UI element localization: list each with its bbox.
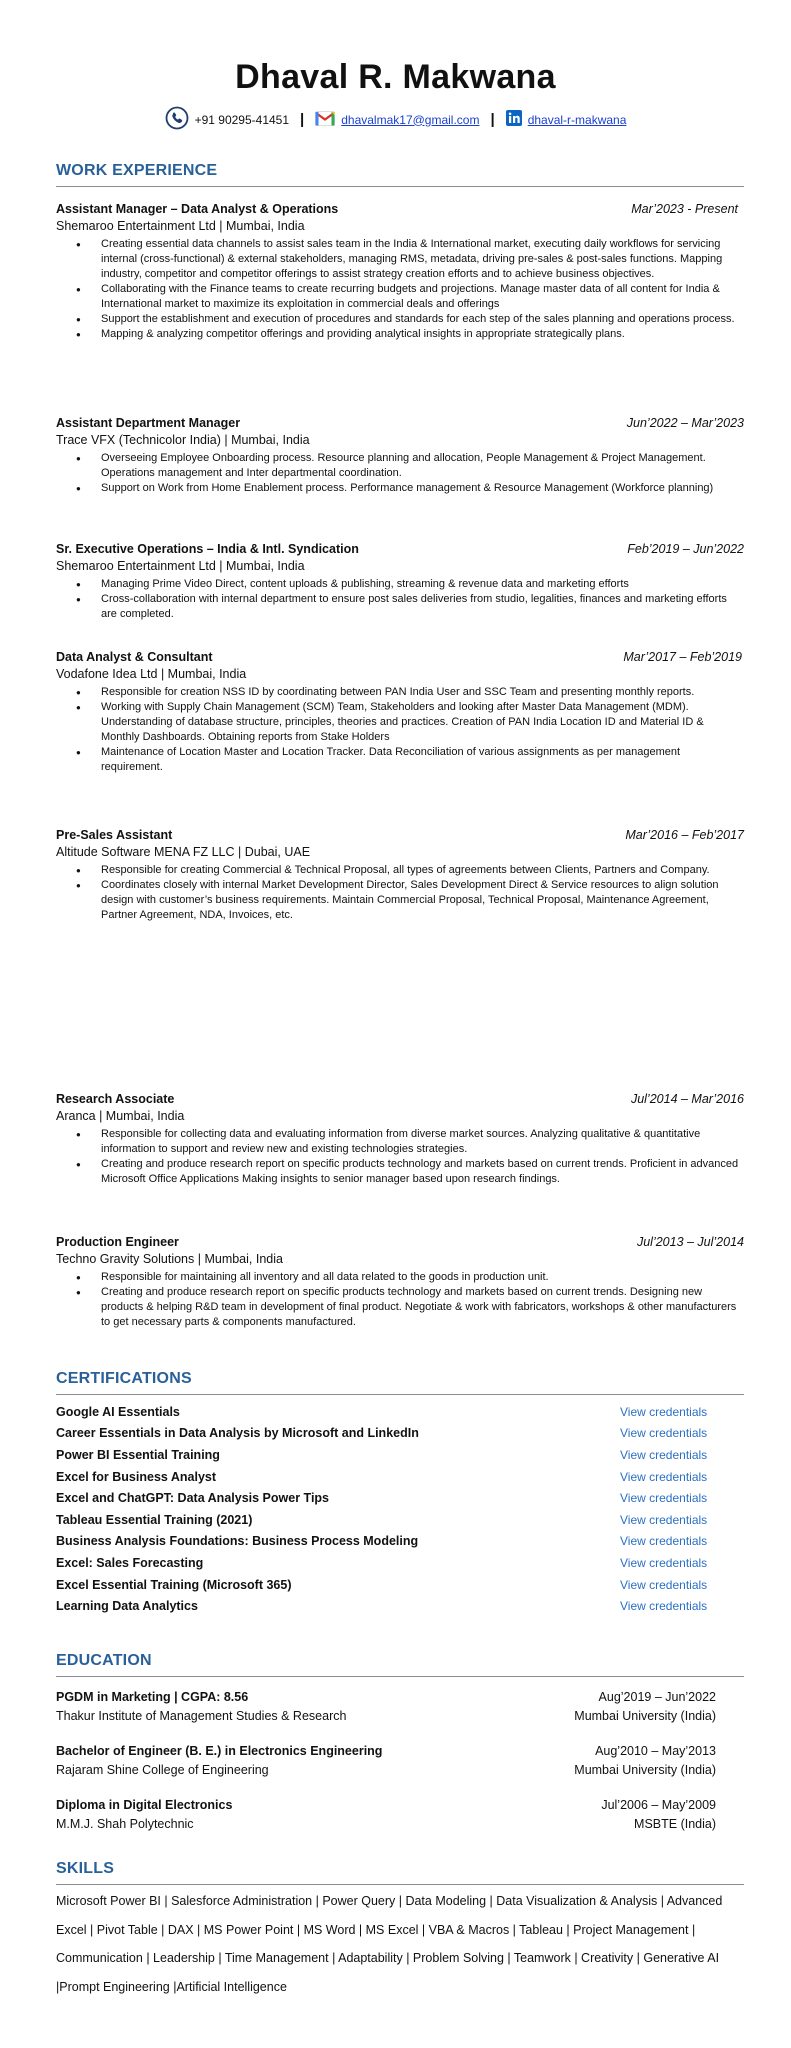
certification-name: Career Essentials in Data Analysis by Microsoft and LinkedIn <box>56 1426 419 1441</box>
certification-name: Google AI Essentials <box>56 1404 180 1419</box>
degree: Diploma in Digital Electronics <box>56 1798 233 1812</box>
linkedin-icon <box>506 110 522 129</box>
school: Thakur Institute of Management Studies & Research <box>56 1709 347 1723</box>
job-title: Data Analyst & Consultant <box>56 650 213 664</box>
list-item: ● Creating and produce research report on specific products technology and markets based on current trends. Proficient in advanced Microsoft Office Applications Making insights to senior manager based upon research findings. <box>101 1157 744 1187</box>
job-bullets <box>56 685 744 775</box>
education-date: Aug’2019 – Jun’2022 <box>598 1690 716 1704</box>
view-credentials-link[interactable]: View credentials <box>620 1426 708 1441</box>
linkedin-link[interactable]: dhaval-r-makwana <box>527 112 627 127</box>
job-entry <box>56 828 744 923</box>
job-title: Research Associate <box>56 1092 175 1106</box>
degree: PGDM in Marketing | CGPA: 8.56 <box>56 1690 249 1704</box>
certification-row <box>56 1444 744 1466</box>
job-entry <box>56 650 744 775</box>
education-section <box>56 1652 744 1677</box>
section-title: WORK EXPERIENCE <box>56 162 218 179</box>
certification-name: Tableau Essential Training (2021) <box>56 1512 253 1527</box>
education-date: Aug’2010 – May’2013 <box>595 1744 716 1758</box>
university: Mumbai University (India) <box>574 1709 716 1723</box>
certification-name: Learning Data Analytics <box>56 1599 198 1614</box>
education-date: Jul’2006 – May’2009 <box>601 1798 716 1812</box>
job-entry <box>56 1092 744 1187</box>
list-item: ● Cross-collaboration with internal department to ensure post sales deliveries from studio, legalities, finances and marketing efforts are completed. <box>101 592 744 622</box>
job-organization: Aranca | Mumbai, India <box>56 1109 185 1123</box>
university: MSBTE (India) <box>634 1817 716 1831</box>
job-date: Feb’2019 – Jun’2022 <box>627 542 744 556</box>
certification-name: Excel for Business Analyst <box>56 1469 217 1484</box>
job-title: Assistant Department Manager <box>56 416 241 430</box>
list-item: ● Maintenance of Location Master and Location Tracker. Data Reconciliation of various assignments as per management requirement. <box>101 745 744 775</box>
list-item: ● Responsible for creation NSS ID by coordinating between PAN India User and SSC Team and presenting monthly reports. <box>101 685 744 700</box>
list-item: ● Overseeing Employee Onboarding process. Resource planning and allocation, People Management & Project Management. Operations management and Inter departmental coordination. <box>101 451 744 481</box>
certification-row <box>56 1487 744 1509</box>
job-title: Assistant Manager – Data Analyst & Operations <box>56 202 339 216</box>
view-credentials-link[interactable]: View credentials <box>620 1447 708 1462</box>
job-organization: Shemaroo Entertainment Ltd | Mumbai, India <box>56 219 305 233</box>
section-title: SKILLS <box>56 1860 115 1877</box>
certification-name: Business Analysis Foundations: Business Process Modeling <box>56 1534 419 1549</box>
view-credentials-link[interactable]: View credentials <box>620 1599 708 1614</box>
certification-name: Excel: Sales Forecasting <box>56 1555 204 1570</box>
view-credentials-link[interactable]: View credentials <box>620 1469 708 1484</box>
view-credentials-link[interactable]: View credentials <box>620 1577 708 1592</box>
school: Rajaram Shine College of Engineering <box>56 1763 269 1777</box>
job-date: Mar’2017 – Feb’2019 <box>623 650 742 664</box>
phone-number: +91 90295-41451 <box>194 112 290 127</box>
list-item: ● Support the establishment and execution of procedures and standards for each step of the sales planning and operations process. <box>101 312 744 327</box>
job-title: Production Engineer <box>56 1235 179 1249</box>
view-credentials-link[interactable]: View credentials <box>620 1404 708 1419</box>
certification-name: Power BI Essential Training <box>56 1447 220 1462</box>
job-bullets <box>56 1270 744 1330</box>
job-organization: Vodafone Idea Ltd | Mumbai, India <box>56 667 247 681</box>
view-credentials-link[interactable]: View credentials <box>620 1491 708 1506</box>
contact-separator: | <box>300 111 305 128</box>
job-date: Jun’2022 – Mar’2023 <box>626 416 744 430</box>
section-divider <box>56 1884 744 1885</box>
job-bullets <box>56 863 744 923</box>
job-entry <box>56 202 744 342</box>
certification-row <box>56 1552 744 1574</box>
job-organization: Trace VFX (Technicolor India) | Mumbai, India <box>56 433 310 447</box>
contact-line <box>0 106 791 133</box>
job-entry <box>56 416 744 496</box>
list-item: ● Creating and produce research report on specific products technology and markets based on current trends. Designing new products & helping R&D team in development of final product. Negotiate & work with fabricators, workshops & other manufacturers to get necessary parts & components manufactured. <box>101 1285 744 1330</box>
job-date: Mar’2016 – Feb’2017 <box>625 828 744 842</box>
phone-icon <box>165 106 189 133</box>
list-item: ● Working with Supply Chain Management (SCM) Team, Stakeholders and looking after Master Data Management (MDM). Understanding of database structure, principles, theories and practices. Creation of PAN India Location ID and Material ID & Monthly Dashboards. Obtaining reports from Stake Holders <box>101 700 744 745</box>
certification-name: Excel Essential Training (Microsoft 365) <box>56 1577 292 1592</box>
list-item: ● Support on Work from Home Enablement process. Performance management & Resource Management (Workforce planning) <box>101 481 744 496</box>
list-item: ● Mapping & analyzing competitor offerings and providing analytical insights in appropriate strategically plans. <box>101 327 744 342</box>
list-item: ● Collaborating with the Finance teams to create recurring budgets and projections. Manage master data of all content for India & International market to maximize its exploitation in commercial deals and offerings <box>101 282 744 312</box>
job-bullets <box>56 1127 744 1187</box>
education-entry <box>56 1742 716 1780</box>
section-divider <box>56 186 744 187</box>
skills-list: Microsoft Power BI | Salesforce Administration | Power Query | Data Modeling | Data Visualization & Analysis | Advanced Excel | Pivot Table | DAX | MS Power Point | MS Word | MS Excel | VBA & Macros | Tableau | Project Management | Communication | Leadership | Time Management | Adaptability | Problem Solving | Teamwork | Creativity | Generative AI |Prompt Engineering |Artificial Intelligence <box>56 1894 723 1994</box>
skills-section <box>56 1860 744 2001</box>
certification-name: Excel and ChatGPT: Data Analysis Power Tips <box>56 1491 330 1506</box>
list-item: ● Managing Prime Video Direct, content uploads & publishing, streaming & revenue data and marketing efforts <box>101 577 744 592</box>
view-credentials-link[interactable]: View credentials <box>620 1534 708 1549</box>
education-entry <box>56 1688 716 1726</box>
job-organization: Techno Gravity Solutions | Mumbai, India <box>56 1252 283 1266</box>
section-divider <box>56 1394 744 1395</box>
job-date: Mar’2023 - Present <box>631 202 738 216</box>
job-date: Jul’2014 – Mar’2016 <box>630 1092 744 1106</box>
work-experience-section <box>56 162 744 187</box>
degree: Bachelor of Engineer (B. E.) in Electronics Engineering <box>56 1744 383 1758</box>
job-title: Pre-Sales Assistant <box>56 828 173 842</box>
certification-row <box>56 1423 744 1445</box>
email-link[interactable]: dhavalmak17@gmail.com <box>341 112 480 127</box>
university: Mumbai University (India) <box>574 1763 716 1777</box>
view-credentials-link[interactable]: View credentials <box>620 1555 708 1570</box>
certification-row <box>56 1595 744 1617</box>
certifications-section <box>56 1370 744 1617</box>
section-title: EDUCATION <box>56 1652 152 1669</box>
education-entry <box>56 1796 716 1834</box>
job-title: Sr. Executive Operations – India & Intl. Syndication <box>56 542 359 556</box>
view-credentials-link[interactable]: View credentials <box>620 1512 708 1527</box>
job-date: Jul’2013 – Jul’2014 <box>636 1235 744 1249</box>
certification-row <box>56 1531 744 1553</box>
certification-row <box>56 1401 744 1423</box>
job-organization: Altitude Software MENA FZ LLC | Dubai, UAE <box>56 845 311 859</box>
job-bullets <box>56 237 744 342</box>
school: M.M.J. Shah Polytechnic <box>56 1817 194 1831</box>
job-entry <box>56 542 744 622</box>
list-item: ● Responsible for maintaining all inventory and all data related to the goods in production unit. <box>101 1270 744 1285</box>
contact-separator: | <box>490 111 495 128</box>
certification-row <box>56 1466 744 1488</box>
candidate-name: Dhaval R. Makwana <box>235 58 556 96</box>
job-bullets <box>56 577 744 622</box>
list-item: ● Responsible for creating Commercial & Technical Proposal, all types of agreements between Clients, Partners and Company. <box>101 863 744 878</box>
gmail-icon <box>315 111 335 129</box>
section-divider <box>56 1676 744 1677</box>
job-entry <box>56 1235 744 1330</box>
certification-row <box>56 1509 744 1531</box>
certification-row <box>56 1574 744 1596</box>
list-item: ● Creating essential data channels to assist sales team in the India & International market, executing daily workflows for servicing internal (cross-functional) & external stakeholders, managing RMS, metadata, driving pre-sales & post-sales functions. Mapping industry, competitor and competitor offerings to assist strategy creation efforts and to achieve business objectives. <box>101 237 744 282</box>
list-item: ● Responsible for collecting data and evaluating information from diverse market sources. Analyzing qualitative & quantitative information to support and review new and existing technologies strategies. <box>101 1127 744 1157</box>
list-item: ● Coordinates closely with internal Market Development Director, Sales Development Direct & Service resources to align solution design with customer’s business requirements. Maintain Commercial Proposal, Technical Proposal, Maintenance Agreement, Partner Agreement, NDA, Invoices, etc. <box>101 878 744 923</box>
certification-list <box>56 1401 744 1617</box>
section-title: CERTIFICATIONS <box>56 1370 192 1387</box>
job-bullets <box>56 451 744 496</box>
job-organization: Shemaroo Entertainment Ltd | Mumbai, India <box>56 559 305 573</box>
